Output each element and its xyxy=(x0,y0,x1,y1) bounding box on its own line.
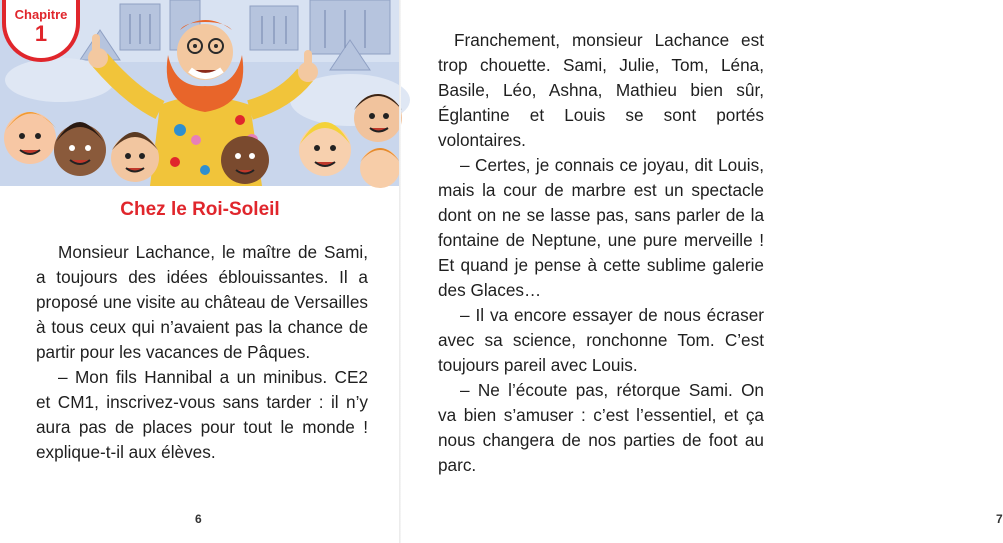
paragraph: Franchement, monsieur Lachance est trop chouette. Sami, Julie, Tom, Léna, Basile, Léo, Ashna, Mathieu bien sûr, Églantine et Louis se sont portés volontaires. xyxy=(438,30,764,150)
chapter-title: Chez le Roi-Soleil xyxy=(120,199,280,220)
page-number-left: 6 xyxy=(195,512,202,526)
chapter-label: Chapitre xyxy=(14,7,68,22)
paragraph: – Mon fils Hannibal a un minibus. CE2 et CM1, inscrivez-vous sans tarder : il n’y aura pas de places pour tout le monde ! explique-t-il aux élèves. xyxy=(36,367,368,462)
right-body-text xyxy=(438,28,764,478)
paragraph: – Ne l’écoute pas, rétorque Sami. On va bien s’amuser : c’est l’essentiel, et ça nous changera de nos parties de foot au parc. xyxy=(438,380,764,475)
chapter-number: 1 xyxy=(34,21,48,46)
paragraph: Monsieur Lachance, le maître de Sami, a toujours des idées éblouissantes. Il a proposé une visite au château de Versailles à tous ceux qui n’avaient pas la chance de partir pour les vacances de Pâques. xyxy=(36,242,368,362)
left-body-text xyxy=(36,240,368,465)
left-page xyxy=(0,0,400,543)
paragraph: – Certes, je connais ce joyau, dit Louis, mais la cour de marbre est un spectacle dont on ne se lasse pas, sans parler de la fontaine de Neptune, une pure merveille ! Et quand je pense à cette sublime galerie des Glaces… xyxy=(438,155,764,300)
paragraph: – Il va encore essayer de nous écraser avec sa science, ronchonne Tom. C’est toujours pareil avec Louis. xyxy=(438,305,764,375)
page-number-right: 7 xyxy=(996,512,1003,526)
